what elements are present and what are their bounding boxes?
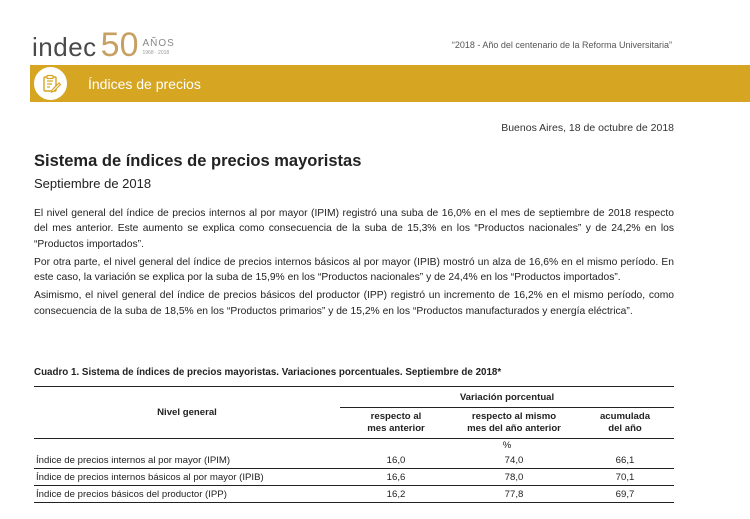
- cell-mes: 16,0: [340, 452, 452, 469]
- column-header-anio-line2: mes del año anterior: [467, 423, 561, 434]
- cell-mes: 16,2: [340, 486, 452, 503]
- column-header-mes: [340, 408, 452, 439]
- cell-acum: 69,7: [576, 486, 674, 503]
- table-row: [34, 469, 674, 486]
- cell-mes: 16,6: [340, 469, 452, 486]
- table-row: [34, 486, 674, 503]
- logo-anos-text: AÑOS: [142, 38, 175, 49]
- column-header-acum: [576, 408, 674, 439]
- variations-table: [34, 386, 674, 503]
- row-label: Índice de precios internos al por mayor (IPIM): [34, 452, 340, 469]
- page-header: [0, 0, 750, 62]
- section-banner: [30, 65, 750, 102]
- document-date: Buenos Aires, 18 de octubre de 2018: [501, 122, 674, 134]
- paragraph-ipib: Por otra parte, el nivel general del índice de precios internos básicos al por mayor (IPIB) mostró un alza de 16,6% en el mismo período. En este caso, la variación se explica por la suba de 15,9% en los “Productos nacionales” y de 24,4% en los “Productos importados”.: [34, 256, 674, 284]
- document-title: Sistema de índices de precios mayoristas: [34, 152, 362, 170]
- row-label: Índice de precios internos básicos al por mayor (IPIB): [34, 469, 340, 486]
- cell-acum: 66,1: [576, 452, 674, 469]
- indec-logo: [32, 26, 175, 64]
- banner-title: Índices de precios: [88, 76, 201, 92]
- logo-years-text: 1968 · 2018: [142, 50, 170, 56]
- column-header-acum-line2: del año: [608, 423, 642, 434]
- logo-wordmark: indec: [32, 32, 97, 62]
- logo-anniversary-label: [142, 39, 174, 60]
- cell-acum: 70,1: [576, 469, 674, 486]
- column-header-nivel: Nivel general: [157, 407, 217, 418]
- column-header-anio: [452, 408, 576, 439]
- header-motto: “2018 - Año del centenario de la Reforma Universitaria”: [451, 40, 672, 50]
- column-header-mes-line1: respecto al: [370, 411, 422, 422]
- column-header-acum-line1: acumulada: [599, 411, 651, 422]
- table-caption: Cuadro 1. Sistema de índices de precios mayoristas. Variaciones porcentuales. Septiembre de 2018*: [34, 367, 502, 378]
- paragraph-ipim: El nivel general del índice de precios internos al por mayor (IPIM) registró una suba de 16,0% en el mes de septiembre de 2018 respecto del mes anterior. Este aumento se explica como consecuencia de la suba de 15,3% en los “Productos nacionales” y de 24,2% en los “Productos importados”.: [34, 208, 674, 250]
- document-subtitle: Septiembre de 2018: [34, 176, 152, 191]
- cell-anio: 77,8: [452, 486, 576, 503]
- cell-anio: 74,0: [452, 452, 576, 469]
- cell-anio: 78,0: [452, 469, 576, 486]
- edit-note-icon: [32, 65, 69, 102]
- column-group-header: Variación porcentual: [340, 387, 674, 408]
- column-header-anio-line1: respecto al mismo: [471, 411, 557, 422]
- paragraph-ipp: Asimismo, el nivel general del índice de precios básicos del productor (IPP) registró un incremento de 16,2% en el mismo período, como consecuencia de la suba de 18,5% en los “Productos primarios” y de 15,2% en los “Productos manufacturados y energía eléctrica”.: [34, 290, 674, 317]
- unit-label: %: [340, 439, 674, 453]
- document-body: [34, 206, 674, 322]
- row-label: Índice de precios básicos del productor (IPP): [34, 486, 340, 503]
- column-header-mes-line2: mes anterior: [367, 423, 425, 434]
- logo-anniversary-number: 50: [100, 26, 139, 64]
- table-row: [34, 452, 674, 469]
